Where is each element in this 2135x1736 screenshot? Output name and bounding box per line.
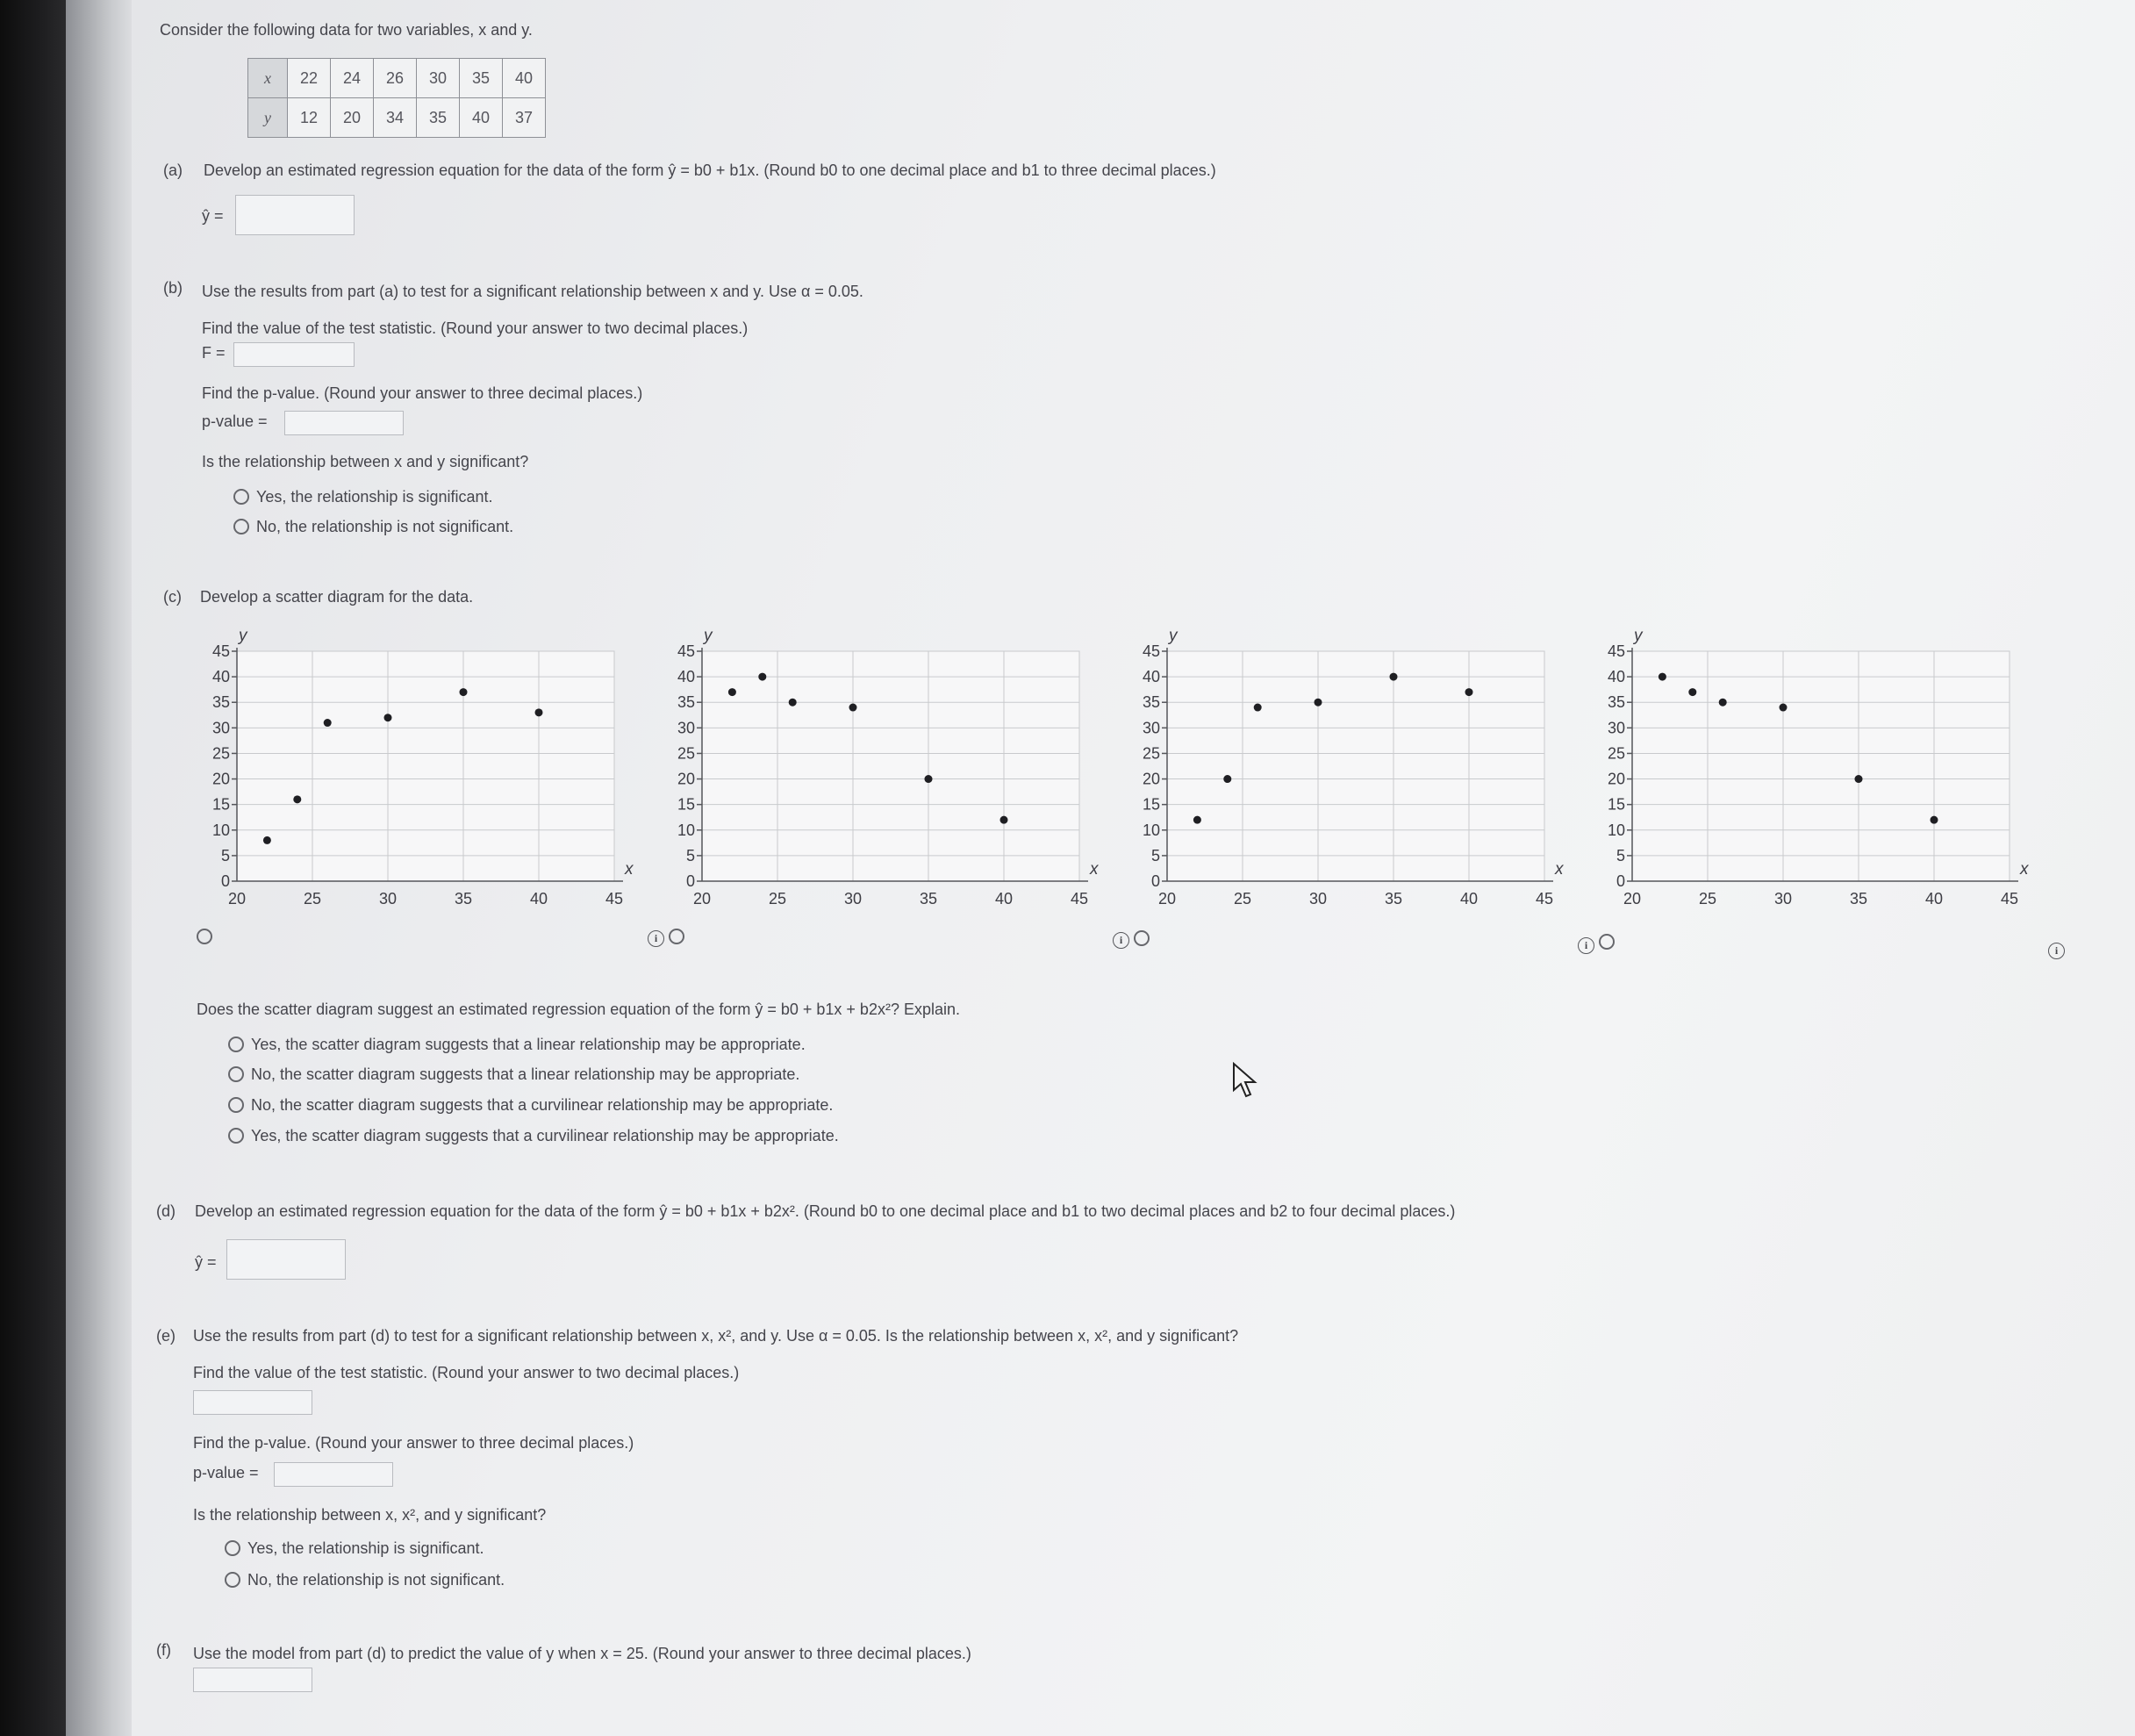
chart-4-select[interactable]: [1599, 934, 1622, 951]
data-point: [1780, 704, 1788, 712]
x-axis-label: x: [1555, 860, 1564, 879]
y-tick-label: 5: [1150, 846, 1160, 864]
y-tick-label: 10: [211, 821, 230, 839]
table-cell: 30: [417, 59, 460, 98]
y-tick-label: 0: [685, 872, 695, 890]
table-cell: 12: [288, 98, 331, 138]
info-icon[interactable]: i: [648, 930, 664, 947]
y-axis-label: y: [1634, 627, 1643, 645]
data-point: [789, 699, 797, 707]
scatter-chart-option-3: [1114, 614, 1571, 913]
table-cell: 20: [331, 98, 374, 138]
x-tick-label: 45: [1535, 890, 1554, 907]
y-tick-label: 10: [677, 821, 695, 839]
x-tick-label: 25: [768, 890, 787, 907]
table-cell: 22: [288, 59, 331, 98]
data-point: [263, 836, 271, 844]
y-tick-label: 30: [1607, 719, 1625, 737]
y-tick-label: 5: [1616, 846, 1625, 864]
part-b-p-input[interactable]: [284, 411, 404, 435]
part-f-text: Use the model from part (d) to predict the value of y when x = 25. (Round your answer to three decimal places.): [193, 1645, 971, 1662]
radio-icon[interactable]: [228, 1128, 244, 1144]
table-row-y: [248, 98, 546, 138]
part-f-letter: (f): [156, 1641, 171, 1659]
y-tick-label: 5: [685, 846, 695, 864]
scatter-chart-option-1: [184, 614, 641, 913]
part-c-letter: (c): [163, 588, 182, 606]
data-point: [925, 775, 933, 783]
x-tick-label: 40: [1924, 890, 1944, 907]
y-tick-label: 35: [1142, 693, 1160, 712]
data-point: [324, 719, 332, 727]
table-cell: 40: [460, 98, 503, 138]
plot-area: [237, 651, 614, 881]
y-tick-label: 25: [1607, 744, 1625, 763]
y-tick-label: 30: [211, 719, 230, 737]
radio-icon[interactable]: [233, 519, 249, 534]
data-point: [293, 795, 301, 803]
x-tick-label: 45: [605, 890, 624, 907]
radio-icon[interactable]: [233, 489, 249, 505]
part-e-p-prompt: Find the p-value. (Round your answer to three decimal places.): [193, 1434, 634, 1452]
part-b-f-input[interactable]: [233, 342, 355, 367]
x-tick-label: 20: [227, 890, 247, 907]
y-tick-label: 45: [1142, 642, 1160, 660]
part-a-letter: (a): [163, 161, 183, 179]
y-tick-label: 35: [211, 693, 230, 712]
y-tick-label: 30: [677, 719, 695, 737]
data-point: [1000, 816, 1008, 824]
x-tick-label: 20: [1157, 890, 1177, 907]
part-e-question: Is the relationship between x, x², and y significant?: [193, 1506, 547, 1524]
part-d-letter: (d): [156, 1202, 176, 1220]
y-axis-label: y: [1169, 627, 1178, 645]
x-tick-label: 40: [1459, 890, 1479, 907]
part-a-answer-input[interactable]: [235, 195, 355, 235]
part-b-stat-prompt: Find the value of the test statistic. (Round your answer to two decimal places.): [202, 319, 749, 337]
part-a-answer-label: ŷ =: [202, 207, 224, 225]
y-tick-label: 20: [1607, 770, 1625, 788]
chart-4-info[interactable]: [2048, 943, 2065, 959]
part-d-answer-input[interactable]: [226, 1239, 346, 1280]
x-tick-label: 20: [1623, 890, 1642, 907]
data-point: [728, 688, 736, 696]
part-e-letter: (e): [156, 1327, 176, 1345]
y-tick-label: 40: [211, 668, 230, 686]
part-b-p-label: p-value =: [202, 412, 268, 430]
table-cell: 26: [374, 59, 417, 98]
y-tick-label: 15: [677, 795, 695, 814]
table-cell: 37: [503, 98, 546, 138]
y-tick-label: 25: [211, 744, 230, 763]
data-table: [247, 58, 546, 138]
x-tick-label: 35: [919, 890, 938, 907]
part-c-option-3[interactable]: No, the scatter diagram suggests that a curvilinear relationship may be appropriate.: [228, 1096, 833, 1115]
chart-1-info[interactable]: [648, 930, 664, 947]
x-tick-label: 30: [843, 890, 863, 907]
part-b-letter: (b): [163, 279, 183, 297]
x-tick-label: 35: [454, 890, 473, 907]
y-tick-label: 0: [1150, 872, 1160, 890]
radio-icon[interactable]: [1134, 930, 1150, 946]
part-b-option-yes[interactable]: Yes, the relationship is significant.: [233, 488, 493, 506]
plot-area: [1167, 651, 1544, 881]
y-tick-label: 40: [677, 668, 695, 686]
y-tick-label: 0: [220, 872, 230, 890]
data-point: [535, 708, 543, 716]
y-tick-label: 45: [1607, 642, 1625, 660]
data-point: [384, 714, 392, 721]
part-b-stat-label: F =: [202, 344, 226, 362]
table-row-x: [248, 59, 546, 98]
chart-3-info[interactable]: [1578, 937, 1594, 954]
table-header-y: y: [248, 98, 288, 138]
part-b-option-no[interactable]: No, the relationship is not significant.: [233, 518, 513, 536]
data-point: [1223, 775, 1231, 783]
part-c-option-1[interactable]: Yes, the scatter diagram suggests that a linear relationship may be appropriate.: [228, 1036, 806, 1054]
x-tick-label: 20: [692, 890, 712, 907]
table-cell: 35: [460, 59, 503, 98]
y-tick-label: 15: [1607, 795, 1625, 814]
part-b-text: Use the results from part (a) to test for a significant relationship between x and y. Use α = 0.05.: [202, 283, 863, 300]
x-axis-label: x: [2020, 860, 2029, 879]
part-f-answer-input[interactable]: [193, 1668, 312, 1692]
scatter-chart-option-2: [649, 614, 1106, 913]
info-icon[interactable]: i: [1578, 937, 1594, 954]
x-axis-label: x: [1090, 860, 1099, 879]
part-e-option-yes[interactable]: Yes, the relationship is significant.: [225, 1539, 484, 1558]
data-point: [1855, 775, 1863, 783]
y-tick-label: 45: [677, 642, 695, 660]
mouse-cursor-icon: [1232, 1062, 1260, 1099]
data-point: [1193, 816, 1201, 824]
radio-icon[interactable]: [225, 1572, 240, 1588]
x-tick-label: 25: [303, 890, 322, 907]
data-point: [1931, 816, 1938, 824]
y-tick-label: 25: [677, 744, 695, 763]
y-tick-label: 20: [677, 770, 695, 788]
assignment-page: [132, 0, 2135, 1736]
y-tick-label: 45: [211, 642, 230, 660]
part-d-text: Develop an estimated regression equation for the data of the form ŷ = b0 + b1x + b2x². (Round b0 to one decimal place and b1 to two decimal places and b2 to four decimal places.): [195, 1202, 1456, 1220]
x-tick-label: 40: [994, 890, 1014, 907]
y-axis-label: y: [704, 627, 713, 645]
x-tick-label: 30: [1308, 890, 1328, 907]
part-c-option-2[interactable]: No, the scatter diagram suggests that a linear relationship may be appropriate.: [228, 1065, 799, 1084]
info-icon[interactable]: i: [1113, 932, 1129, 949]
y-tick-label: 40: [1607, 668, 1625, 686]
data-point: [1659, 673, 1666, 681]
part-a-text: Develop an estimated regression equation for the data of the form ŷ = b0 + b1x. (Round b0 to one decimal place and b1 to three decimal places.): [204, 161, 1216, 179]
y-tick-label: 25: [1142, 744, 1160, 763]
y-tick-label: 35: [1607, 693, 1625, 712]
table-cell: 35: [417, 98, 460, 138]
chart-1-select[interactable]: [197, 929, 219, 946]
table-cell: 24: [331, 59, 374, 98]
part-c-question: Does the scatter diagram suggest an estimated regression equation of the form ŷ = b0 + b1x + b2x²? Explain.: [197, 1001, 960, 1018]
part-c-text: Develop a scatter diagram for the data.: [200, 588, 474, 606]
data-point: [460, 688, 468, 696]
data-point: [1315, 699, 1322, 707]
part-e-stat-input[interactable]: [193, 1390, 312, 1415]
plot-area: [1632, 651, 2010, 881]
y-tick-label: 10: [1142, 821, 1160, 839]
x-tick-label: 45: [1070, 890, 1089, 907]
part-e-option-no[interactable]: No, the relationship is not significant.: [225, 1571, 505, 1589]
y-tick-label: 20: [211, 770, 230, 788]
table-header-x: x: [248, 59, 288, 98]
x-tick-label: 35: [1849, 890, 1868, 907]
screen-edge: [66, 0, 132, 1736]
radio-icon[interactable]: [228, 1066, 244, 1082]
x-tick-label: 35: [1384, 890, 1403, 907]
x-tick-label: 30: [1773, 890, 1793, 907]
y-tick-label: 10: [1607, 821, 1625, 839]
x-tick-label: 45: [2000, 890, 2019, 907]
part-c-option-4[interactable]: Yes, the scatter diagram suggests that a curvilinear relationship may be appropriate.: [228, 1127, 839, 1145]
y-tick-label: 35: [677, 693, 695, 712]
data-point: [758, 673, 766, 681]
table-cell: 34: [374, 98, 417, 138]
x-tick-label: 25: [1698, 890, 1717, 907]
part-e-p-input[interactable]: [274, 1462, 393, 1487]
part-d-answer-label: ŷ =: [195, 1253, 217, 1271]
radio-icon[interactable]: [1599, 934, 1615, 950]
plot-area: [702, 651, 1079, 881]
data-point: [1719, 699, 1727, 707]
x-tick-label: 25: [1233, 890, 1252, 907]
part-b-p-prompt: Find the p-value. (Round your answer to three decimal places.): [202, 384, 643, 402]
part-e-p-label: p-value =: [193, 1464, 259, 1481]
part-e-stat-prompt: Find the value of the test statistic. (Round your answer to two decimal places.): [193, 1364, 740, 1381]
y-tick-label: 20: [1142, 770, 1160, 788]
part-e-text: Use the results from part (d) to test for a significant relationship between x, x², and y. Use α = 0.05. Is the relationship between x, x², and y significant?: [193, 1327, 1239, 1345]
x-tick-label: 40: [529, 890, 548, 907]
intro-text: Consider the following data for two variables, x and y.: [160, 21, 533, 39]
data-point: [1465, 688, 1473, 696]
y-tick-label: 5: [220, 846, 230, 864]
x-axis-label: x: [625, 860, 634, 879]
y-tick-label: 0: [1616, 872, 1625, 890]
data-point: [1254, 704, 1262, 712]
y-axis-label: y: [239, 627, 247, 645]
radio-icon[interactable]: [669, 929, 684, 944]
y-tick-label: 30: [1142, 719, 1160, 737]
radio-icon[interactable]: [197, 929, 212, 944]
info-icon[interactable]: i: [2048, 943, 2065, 959]
y-tick-label: 15: [211, 795, 230, 814]
data-point: [1390, 673, 1398, 681]
data-point: [849, 704, 857, 712]
y-tick-label: 40: [1142, 668, 1160, 686]
screen-bezel: [0, 0, 66, 1736]
chart-2-select[interactable]: [669, 929, 691, 946]
radio-icon[interactable]: [228, 1097, 244, 1113]
chart-2-info[interactable]: [1113, 932, 1129, 949]
radio-icon[interactable]: [225, 1540, 240, 1556]
x-tick-label: 30: [378, 890, 398, 907]
scatter-chart-option-4: [1580, 614, 2036, 913]
radio-icon[interactable]: [228, 1037, 244, 1052]
part-b-question: Is the relationship between x and y significant?: [202, 453, 529, 470]
table-cell: 40: [503, 59, 546, 98]
chart-3-select[interactable]: [1134, 930, 1157, 948]
data-point: [1688, 688, 1696, 696]
y-tick-label: 15: [1142, 795, 1160, 814]
